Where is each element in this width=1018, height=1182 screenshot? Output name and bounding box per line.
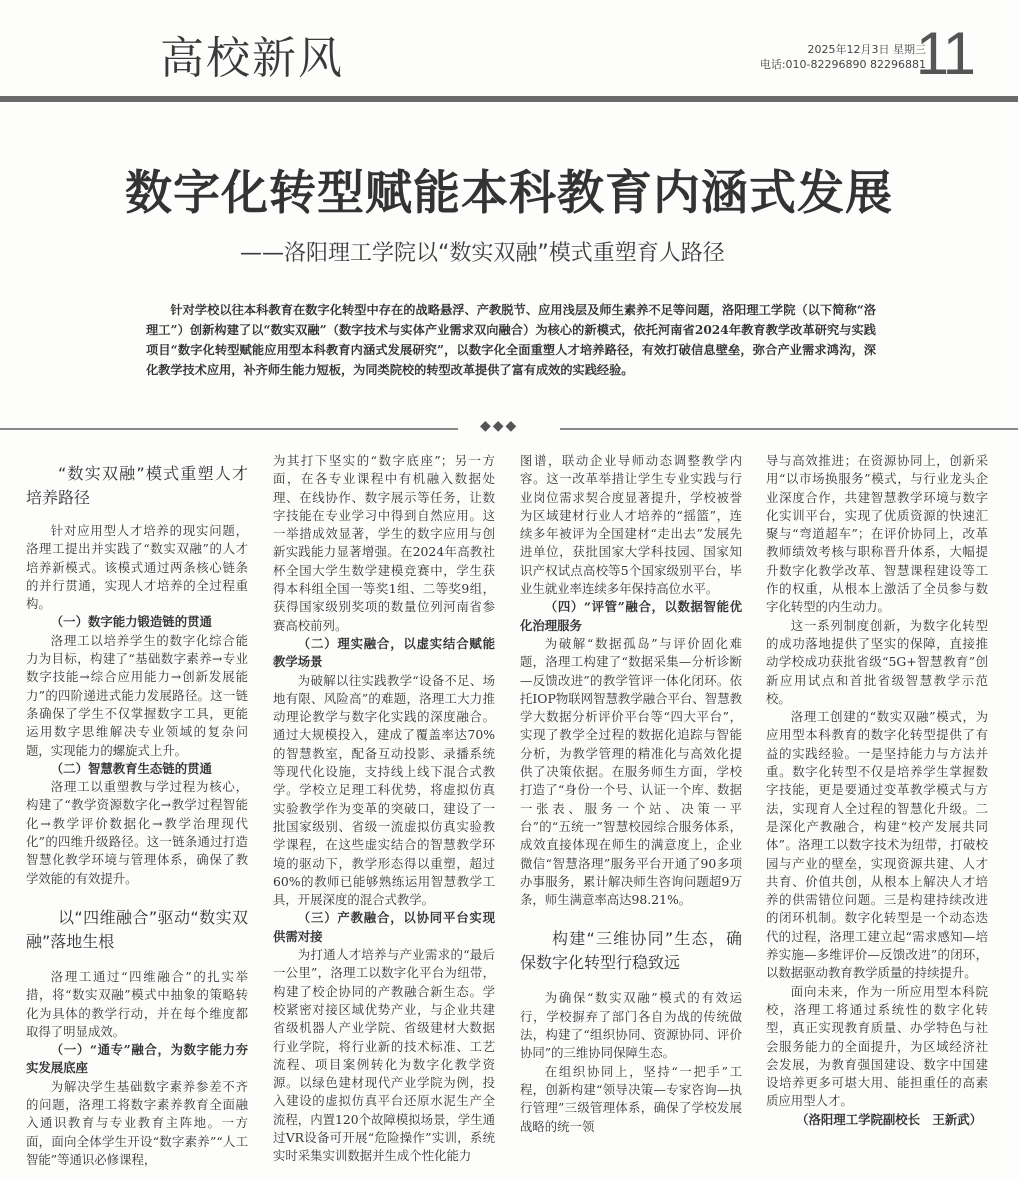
paragraph: 针对应用型人才培养的现实问题，洛理工提出并实践了“数实双融”的人才培养新模式。该模式通过两条核心链条的并行贯通，实现人才培养的全过程重构。 [26,523,248,612]
section-name: 高校新风 [160,33,344,84]
article-lead: 针对学校以往本科教育在数字化转型中存在的战略悬浮、产教脱节、应用浅层及师生素养不足等问题，洛阳理工学院（以下简称“洛理工”）创新构建了以“数实双融”（数字技术与实体产业需求双向融合）为核心的新模式，依托河南省2024年教育教学改革研究与实践项目“数字化转型赋能应用型本科教育内涵式发展研究”，以数字化全面重塑人才培养路径，有效打破信息壁垒，弥合产业需求鸿沟，深化教学技术应用，补齐师生能力短板，为同类院校的转型改革提供了富有成效的实践经验。 [146,303,876,377]
subheading: （三）产教融合，以协同平台实现供需对接 [273,910,495,944]
article-column-4 [766,452,988,1129]
subheading: （一）“通专”融合，为数字能力夯实发展底座 [26,1042,248,1076]
section-heading: “数实双融”模式重塑人才培养路径 [26,464,248,507]
article-column-2 [273,452,495,1166]
phone-numbers: 电话:010-82296890 82296881 [759,58,926,71]
paragraph: 为其打下坚实的“数字底座”；另一方面，在各专业课程中有机融入数据处理、在线协作、数字展示等任务，让数字技能在专业学习中得到自然应用。这一举措成效显著，学生的数字应用与创新实践能力显著增强。在2024年高教社杯全国大学生数学建模竞赛中，学生获得本科组全国一等奖1组、二等奖9组，获得国家级别奖项的数量位列河南省参赛高校前列。 [273,453,495,633]
author-byline: （洛阳理工学院副校长 王新武） [796,1111,982,1127]
subheading: （二）智慧教育生态链的贯通 [50,760,212,776]
section-heading: 以“四维融合”驱动“数实双融”落地生根 [26,907,248,951]
subheading: （一）数字能力锻造链的贯通 [50,614,212,630]
subheading: （四）“评管”融合，以数据智能优化治理服务 [520,599,742,633]
paragraph: 洛理工以重塑教与学过程为核心，构建了“教学资源数字化→教学过程智能化→教学评价数据化→教学治理现代化”的四维升级路径。这一链条通过打造智慧化教学环境与管理体系，确保了教学效能的有效提升。 [26,779,248,886]
subheading: （二）理实融合，以虚实结合赋能教学场景 [273,635,495,670]
top-rule-divider [0,96,1018,102]
section-divider-right [560,428,1018,430]
paragraph: 洛理工通过“四维融合”的扎实举措，将“数实双融”模式中抽象的策略转化为具体的教学行动，并在每个维度都取得了明显成效。 [26,968,248,1039]
paragraph: 为解决学生基础数字素养参差不齐的问题，洛理工将数字素养教育全面融入通识教育与专业教育主阵地。一方面，面向全体学生开设“数字素养”“人工智能”等通识必修课程， [26,1078,248,1167]
paragraph: 为破解以往实践教学“设备不足、场地有限、风险高”的难题，洛理工大力推动理论教学与数字化实践的深度融合。通过大规模投入，建成了覆盖率达70%的智慧教室，配备互动投影、录播系统等现代化设施，支持线上线下混合式教学。学校立足理工科优势，将虚拟仿真实验教学作为变革的突破口，建设了一批国家级别、省级一流虚拟仿真实验教学课程，在这些虚实结合的智慧教学环境的驱动下，教学形态得以重塑，超过60%的教师已能够熟练运用智慧教学工具，开展深度的混合式教学。 [273,672,495,908]
paragraph: 为确保“数实双融”模式的有效运行，学校摒弃了部门各自为战的传统做法，构建了“组织协同、资源协同、评价协同”的三维协同保障生态。 [520,990,742,1061]
paragraph: 在组织协同上，坚持“一把手”工程，创新构建“领导决策—专家咨询—执行管理”三级管理体系，确保了学校发展战略的统一领 [520,1063,742,1134]
article-title: 数字化转型赋能本科教育内涵式发展 [125,166,893,221]
paragraph: 这一系列制度创新，为数字化转型的成功落地提供了坚实的保障，直接推动学校成功获批省级“5G+智慧教育”创新应用试点和首批省级智慧教学示范校。 [766,617,988,706]
issue-meta [760,42,926,72]
paragraph: 洛理工创建的“数实双融”模式，为应用型本科教育的数字化转型提供了有益的实践经验。一是坚持能力与方法并重。数字化转型不仅是培养学生掌握数字技能，更是要通过变革教学模式与方法，实现育人全过程的智慧化升级。二是深化产教融合，构建“校产发展共同体”。洛理工以数字技术为纽带，打破校园与产业的壁垒，实现资源共建、人才共育、价值共创，从根本上解决人才培养的供需错位问题。三是构建持续改进的闭环机制。数字化转型是一个动态迭代的过程，洛理工建立起“需求感知—培养实施—多维评价—反馈改进”的闭环，以数据驱动教育教学质量的持续提升。 [766,709,988,981]
paragraph: 为破解“数据孤岛”与评价固化难题，洛理工构建了“数据采集—分析诊断—反馈改进”的教学管评一体化闭环。依托IOP物联网智慧教学融合平台、智慧教学大数据分析评价平台等“四大平台”，实现了教学全过程的数据化追踪与智能分析，为教学管理的精准化与高效化提供了决策依据。在服务师生方面，学校打造了“身份一个号、认证一个库、数据一张表、服务一个站、决策一平台”的“五统一”智慧校园综合服务体系，成效直接体现在师生的满意度上，企业微信“智慧洛理”服务平台开通了90多项办事服务，累计解决师生咨询问题超9万条，师生满意率高达98.21%。 [520,635,742,908]
divider-ornament-icon: ◆◆◆ [480,418,519,434]
section-heading: 构建“三维协同”生态，确保数字化转型行稳致远 [520,929,742,973]
article-column-3 [520,452,742,1136]
article-subtitle: ——洛阳理工学院以“数实双融”模式重塑育人路径 [240,241,725,266]
paragraph: 图谱，联动企业导师动态调整教学内容。这一改革举措让学生专业实践与行业岗位需求契合度显著提升，学校被誉为区域建材行业人才培养的“摇篮”，连续多年被评为全国建材“走出去”发展先进单位，获批国家大学科技园、国家知识产权试点高校等5个国家级别平台，毕业生就业率连续多年保持高位水平。 [520,453,742,597]
paragraph: 面向未来，作为一所应用型本科院校，洛理工将通过系统性的数字化转型，真正实现教育质量、办学特色与社会服务能力的全面提升，为区域经济社会发展，为教育强国建设、数字中国建设培养更多可堪大用、能担重任的高素质应用型人才。 [766,983,988,1109]
page-number: 11 [915,20,974,87]
masthead [0,0,1018,100]
paragraph: 导与高效推进；在资源协同上，创新采用“以市场换服务”模式，与行业龙头企业深度合作，共建智慧教学环境与数字化实训平台，实现了优质资源的快速汇聚与“弯道超车”；在评价协同上，改革教师绩效考核与职称晋升体系，大幅提升数字化教学改革、智慧课程建设等工作的权重，从根本上激活了全员参与数字化转型的内生动力。 [766,453,988,615]
issue-date: 2025年12月3日 星期三 [807,43,926,56]
paragraph: 洛理工以培养学生的数字化综合能力为目标，构建了“基础数字素养→专业数字技能→综合应用能力→创新发展能力”的四阶递进式能力发展路径。这一链条确保了学生不仅掌握数字工具，更能运用数字思维解决专业领域的复杂问题，实现能力的螺旋式上升。 [26,632,248,758]
paragraph: 为打通人才培养与产业需求的“最后一公里”，洛理工以数字化平台为纽带，构建了校企协同的产教融合新生态。学校紧密对接区域优势产业，与企业共建省级机器人产业学院、省级建材大数据行业学院，将行业新的技术标准、工艺流程、项目案例转化为数字化教学资源。以绿色建材现代产业学院为例，投入建设的虚拟仿真平台还原水泥生产全流程，内置120个故障模拟场景，学生通过VR设备可开展“危险操作”实训，系统实时采集实训数据并生成个性化能力 [273,947,495,1164]
section-divider-left [0,428,458,430]
article-column-1 [26,462,248,1169]
